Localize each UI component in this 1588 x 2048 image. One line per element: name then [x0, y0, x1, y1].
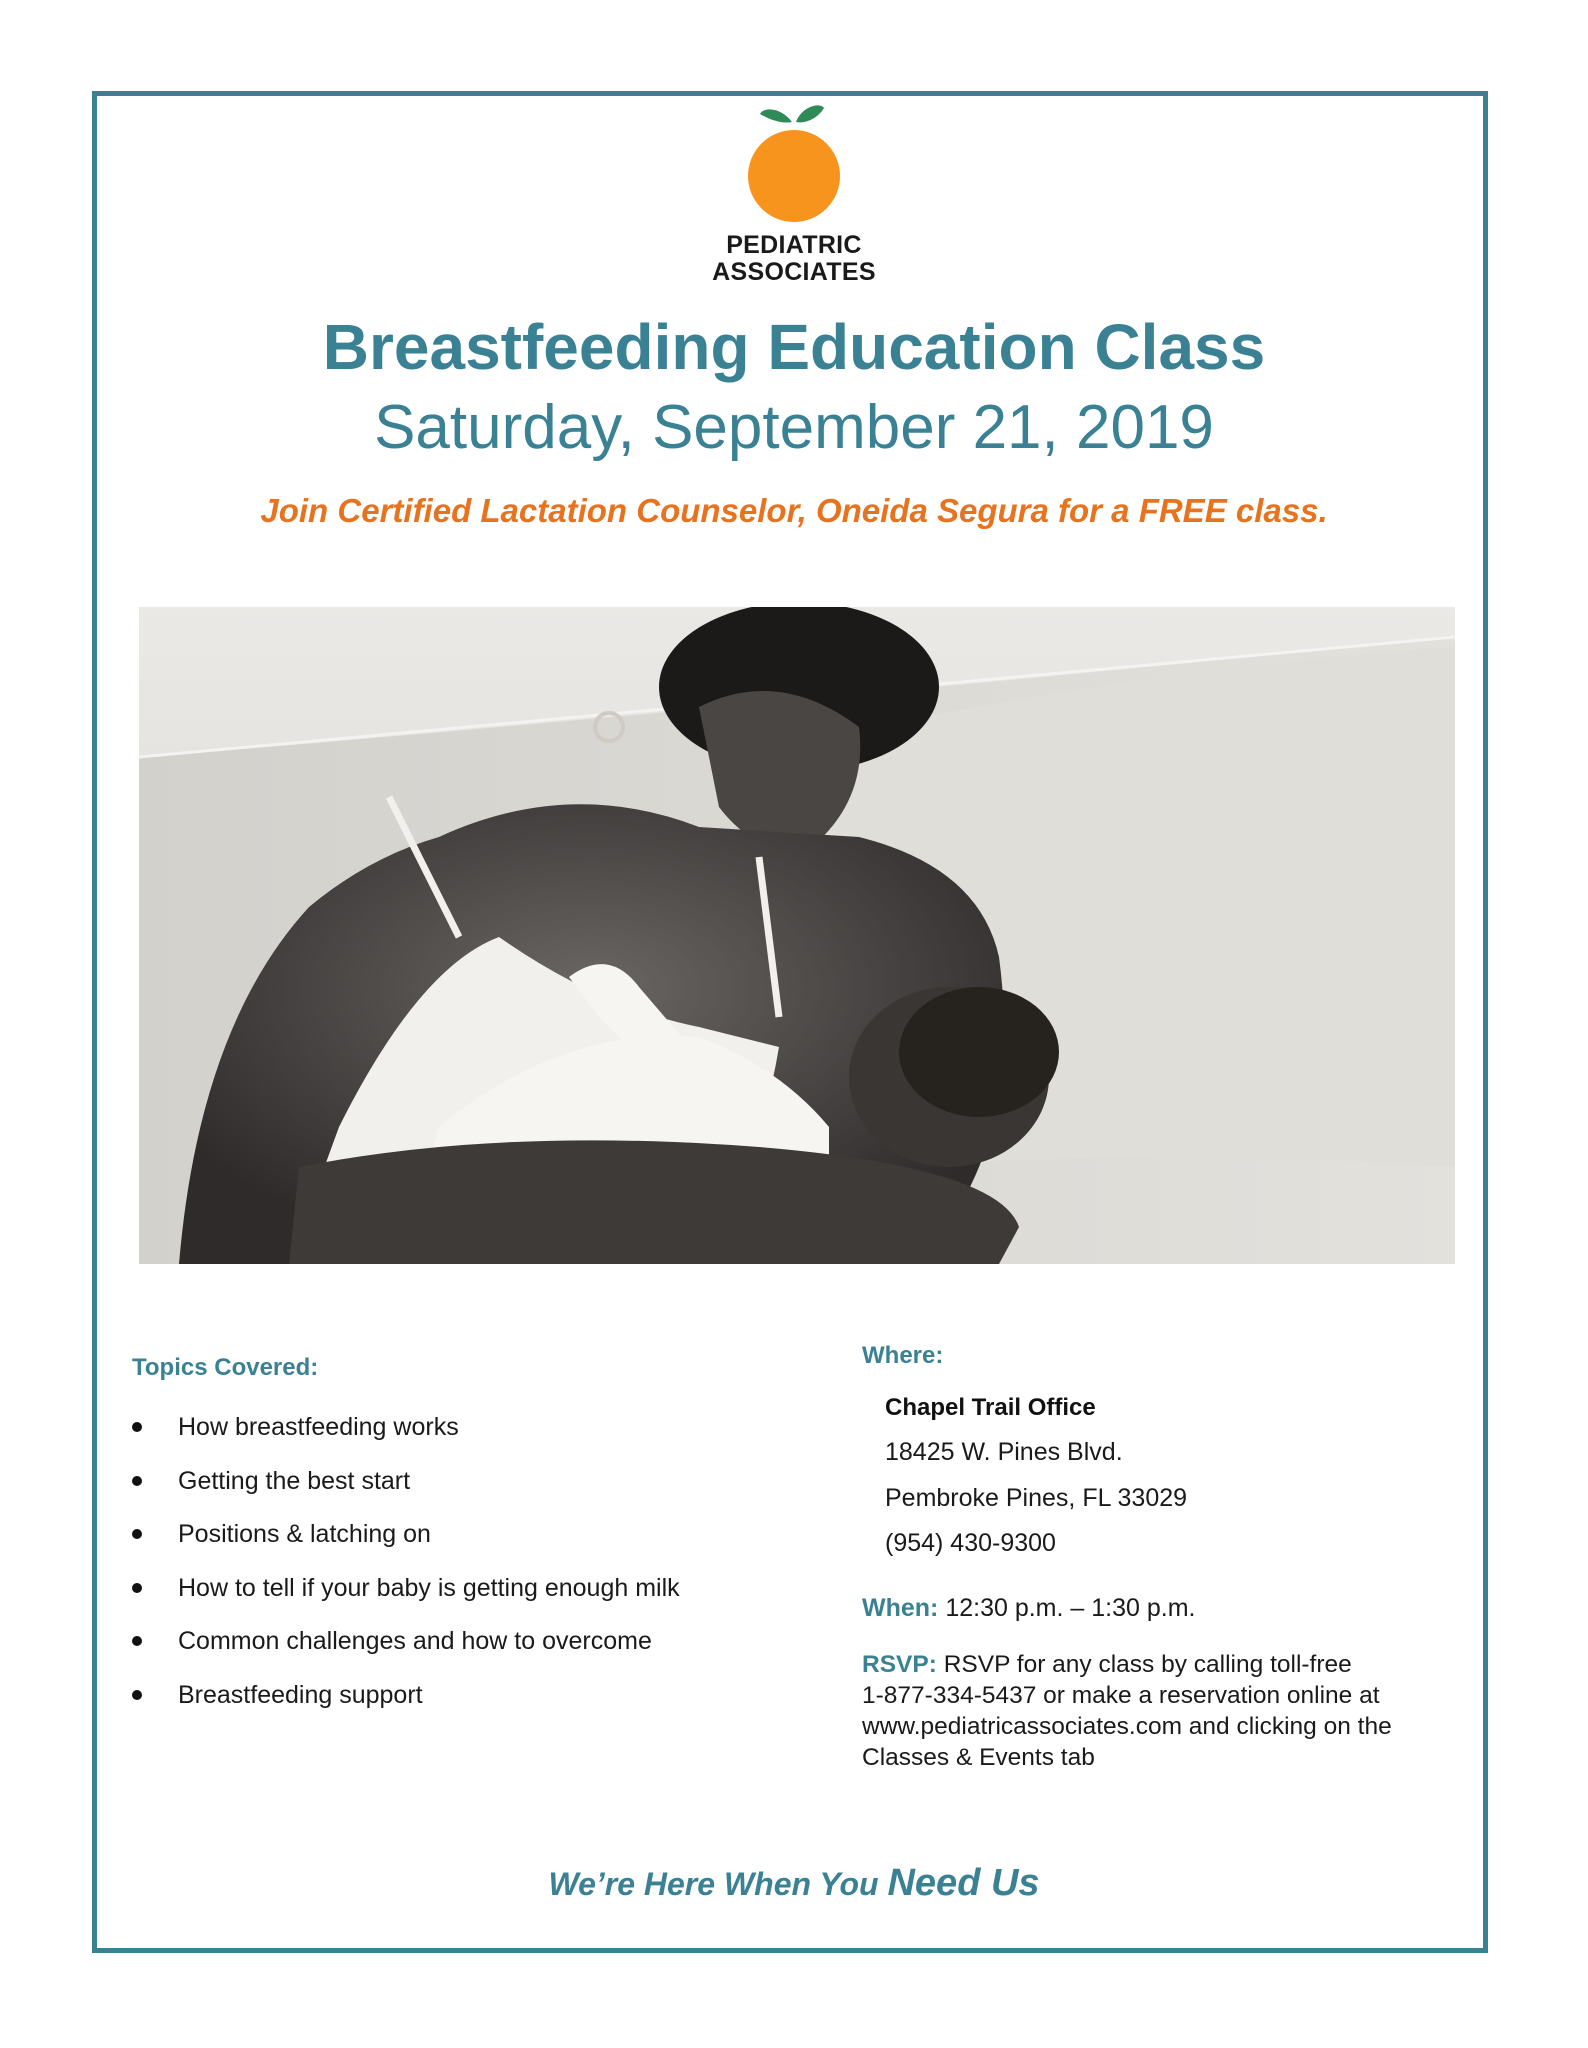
rsvp-line4: Classes & Events tab — [862, 1744, 1095, 1771]
when-label: When: — [862, 1594, 939, 1622]
topics-heading: Topics Covered: — [132, 1354, 319, 1381]
rsvp-line3: www.pediatricassociates.com and clicking on the — [862, 1713, 1392, 1740]
where-heading: Where: — [862, 1342, 944, 1369]
rsvp-info — [862, 1649, 1452, 1773]
bullet-icon — [132, 1690, 142, 1700]
rsvp-label: RSVP: — [862, 1651, 937, 1678]
topics-list — [132, 1410, 680, 1731]
list-item: Breastfeeding support — [132, 1678, 680, 1732]
footer-slogan-part2: Need Us — [887, 1862, 1040, 1904]
office-name: Chapel Trail Office — [885, 1394, 1096, 1421]
logo-text-line1: PEDIATRIC — [726, 231, 862, 259]
rsvp-line2: 1-877-334-5437 or make a reservation online at — [862, 1682, 1380, 1709]
rsvp-line1: RSVP for any class by calling toll-free — [943, 1651, 1352, 1678]
tagline: Join Certified Lactation Counselor, Oneida Segura for a FREE class. — [260, 492, 1328, 529]
logo-text-line2: ASSOCIATES — [712, 258, 876, 286]
bullet-icon — [132, 1583, 142, 1593]
bullet-icon — [132, 1422, 142, 1432]
list-item: Positions & latching on — [132, 1517, 680, 1571]
office-street: 18425 W. Pines Blvd. — [885, 1438, 1123, 1466]
list-item: How breastfeeding works — [132, 1410, 680, 1464]
page-title: Breastfeeding Education Class — [322, 311, 1266, 383]
when-info — [862, 1594, 1195, 1623]
event-date: Saturday, September 21, 2019 — [374, 393, 1214, 462]
orange-fruit-icon — [734, 100, 854, 230]
office-phone: (954) 430-9300 — [885, 1529, 1056, 1557]
pediatric-associates-logo — [694, 100, 894, 292]
when-value: 12:30 p.m. – 1:30 p.m. — [945, 1594, 1196, 1622]
breastfeeding-photo — [139, 607, 1455, 1264]
footer-slogan-part1: We’re Here When You — [548, 1866, 888, 1902]
list-item: Common challenges and how to overcome — [132, 1624, 680, 1678]
bullet-icon — [132, 1476, 142, 1486]
list-item: Getting the best start — [132, 1464, 680, 1518]
bullet-icon — [132, 1529, 142, 1539]
office-city: Pembroke Pines, FL 33029 — [885, 1484, 1188, 1512]
bullet-icon — [132, 1636, 142, 1646]
list-item: How to tell if your baby is getting enough milk — [132, 1571, 680, 1625]
footer-slogan — [0, 1862, 1588, 1905]
